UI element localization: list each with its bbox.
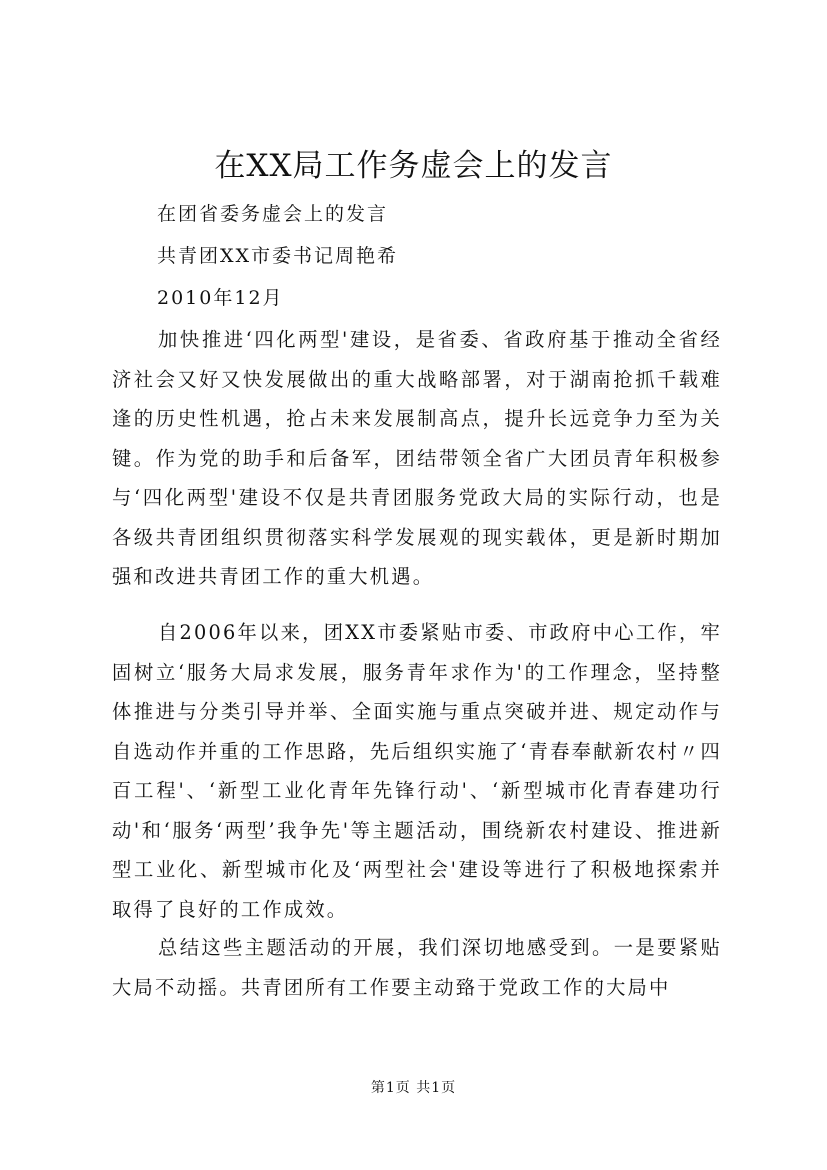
document-author: 共青团XX市委书记周艳希 bbox=[157, 245, 399, 267]
paragraph-2: 自2006年以来，团XX市委紧贴市委、市政府中心工作，牢固树立‘服务大局求发展，服务青年求作为'的工作理念，坚持整体推进与分类引导并举、全面实施与重点突破并进、规定动作与自选动作并重的工作思路，先后组织实施了‘青春奉献新农村〃四百工程'、‘新型工业化青年先锋行动'、‘新型城市化青春建功行动'和‘服务‘两型’我争先'等主题活动，围绕新农村建设、推进新型工业化、新型城市化及‘两型社会'建设等进行了积极地探索并取得了良好的工作成效。 bbox=[112, 621, 722, 921]
document-subtitle: 在团省委务虚会上的发言 bbox=[157, 203, 389, 225]
paragraph-3: 总结这些主题活动的开展，我们深切地感受到。一是要紧贴大局不动摇。共青团所有工作要主动臵于党政工作的大局中 bbox=[112, 936, 722, 999]
paragraph-1: 加快推进‘四化两型'建设，是省委、省政府基于推动全省经济社会又好又快发展做出的重大战略部署，对于湖南抢抓千载难逢的历史性机遇，抢占未来发展制高点，提升长远竞争力至为关键。作为党的助手和后备军，团结带领全省广大团员青年积极参与‘四化两型'建设不仅是共青团服务党政大局的实际行动，也是各级共青团组织贯彻落实科学发展观的现实载体，更是新时期加强和改进共青团工作的重大机遇。 bbox=[112, 328, 722, 588]
page-number-footer: 第1页 共1页 bbox=[370, 1080, 457, 1096]
document-title: 在XX局工作务虚会上的发言 bbox=[214, 148, 613, 184]
document-date: 2010年12月 bbox=[157, 287, 284, 309]
